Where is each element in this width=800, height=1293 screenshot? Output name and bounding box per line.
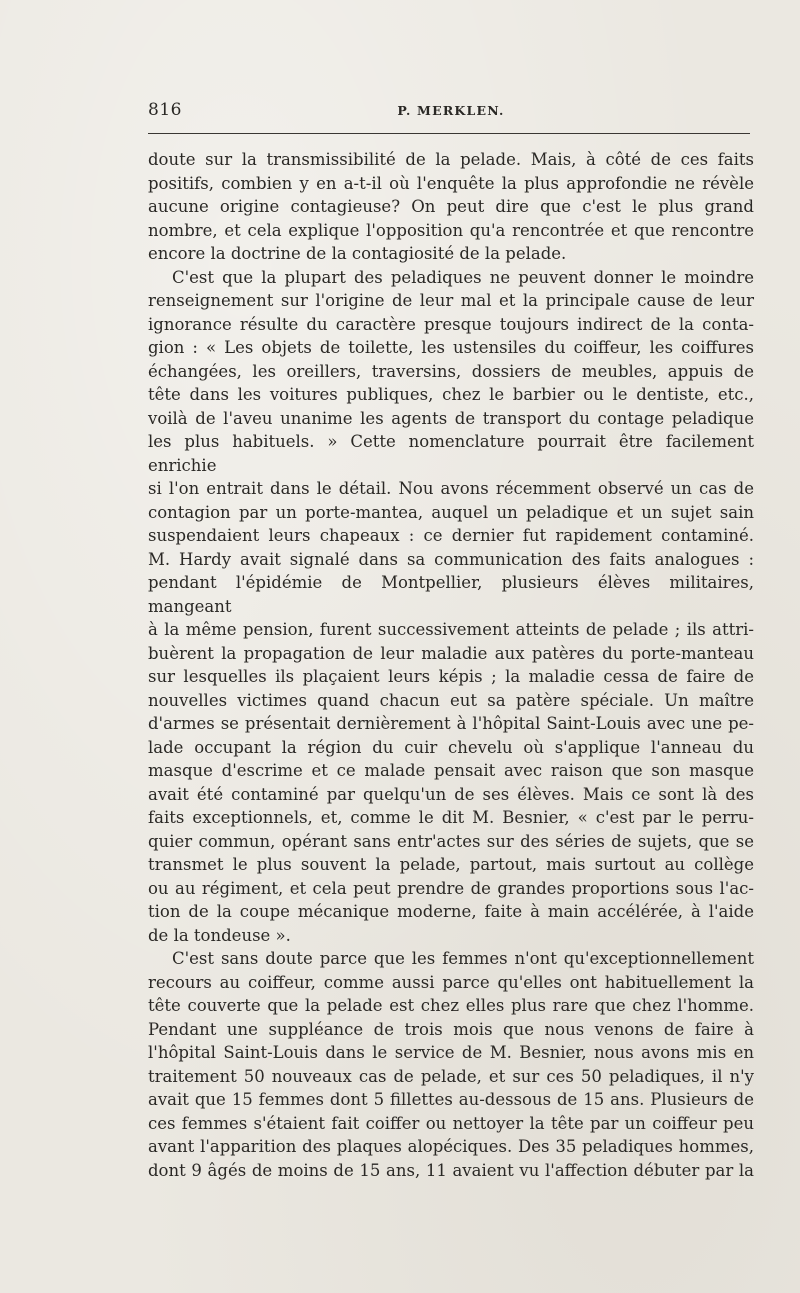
text-line: gion : « Les objets de toilette, les ustensiles du coiffeur, les coiffures (148, 338, 754, 357)
text-line: lade occupant la région du cuir chevelu où s'applique l'anneau du (148, 737, 754, 757)
text-line: d'armes se présentait dernièrement à l'hôpital Saint-Louis avec une pe- (148, 714, 754, 733)
text-line: l'hôpital Saint-Louis dans le service de M. Besnier, nous avons mis en (148, 1043, 754, 1062)
text-line: échangées, les oreillers, traversins, dossiers de meubles, appuis de (148, 361, 754, 381)
text-line: recours au coiffeur, comme aussi parce qu'elles ont habituellement la (148, 972, 754, 992)
running-title: P. MERKLEN. (397, 103, 505, 118)
text-line: tion de la coupe mécanique moderne, faite à main accélérée, à l'aide (148, 902, 754, 921)
text-line: de la tondeuse ». (148, 925, 291, 945)
text-line: tête dans les voitures publiques, chez le barbier ou le dentiste, etc., (148, 385, 754, 404)
text-line: contagion par un porte-mantea, auquel un peladique et un sujet sain (148, 502, 754, 522)
text-line: tête couverte que la pelade est chez elles plus rare que chez l'homme. (148, 996, 754, 1015)
text-line: transmet le plus souvent la pelade, partout, mais surtout au collège (148, 855, 754, 874)
text-line: doute sur la transmissibilité de la pelade. Mais, à côté de ces faits (148, 150, 754, 169)
text-line: avait été contaminé par quelqu'un de ses élèves. Mais ce sont là des (148, 784, 754, 804)
text-line: les plus habituels. » Cette nomenclature pourrait être facilement enrichie (148, 432, 754, 475)
text-line: ou au régiment, et cela peut prendre de grandes proportions sous l'ac- (148, 878, 754, 898)
text-line: avant l'apparition des plaques alopéciques. Des 35 peladiques hommes, (148, 1137, 754, 1156)
text-line: quier commun, opérant sans entr'actes sur des séries de sujets, que se (148, 831, 754, 851)
text-line: si l'on entrait dans le détail. Nou avons récemment observé un cas de (148, 479, 754, 498)
text-line: ces femmes s'étaient fait coiffer ou nettoyer la tête par un coiffeur peu (148, 1113, 754, 1133)
text-line: pendant l'épidémie de Montpellier, plusieurs élèves militaires, mangeant (148, 573, 754, 616)
text-line: renseignement sur l'origine de leur mal et la principale cause de leur (148, 291, 754, 310)
text-line: avait que 15 femmes dont 5 fillettes au-dessous de 15 ans. Plusieurs de (148, 1090, 754, 1109)
page-number: 816 (148, 100, 182, 120)
text-line: nombre, et cela explique l'opposition qu'a rencontrée et que rencontre (148, 220, 754, 240)
text-line: buèrent la propagation de leur maladie aux patères du porte-manteau (148, 643, 754, 663)
text-line: encore la doctrine de la contagiosité de la pelade. (148, 244, 567, 263)
body-text (148, 148, 754, 1182)
text-line: sur lesquelles ils plaçaient leurs képis ; la maladie cessa de faire de (148, 667, 754, 686)
running-head (148, 100, 754, 126)
text-line: traitement 50 nouveaux cas de pelade, et sur ces 50 peladiques, il n'y (148, 1066, 754, 1086)
text-line: ignorance résulte du caractère presque toujours indirect de la conta- (148, 314, 754, 334)
text-line: dont 9 âgés de moins de 15 ans, 11 avaient vu l'affection débuter par la (148, 1160, 754, 1180)
text-line: masque d'escrime et ce malade pensait avec raison que son masque (148, 761, 754, 780)
text-line: C'est sans doute parce que les femmes n'ont qu'exceptionnellement (172, 949, 754, 968)
text-line: voilà de l'aveu unanime les agents de transport du contage peladique (148, 408, 754, 428)
text-line: suspendaient leurs chapeaux : ce dernier fut rapidement contaminé. (148, 526, 754, 545)
text-line: M. Hardy avait signalé dans sa communication des faits analogues : (148, 549, 754, 569)
header-rule (148, 133, 750, 134)
text-line: positifs, combien y en a-t-il où l'enquête la plus approfondie ne révèle (148, 173, 754, 193)
text-line: aucune origine contagieuse? On peut dire que c'est le plus grand (148, 197, 754, 216)
text-line: faits exceptionnels, et, comme le dit M. Besnier, « c'est par le perru- (148, 808, 754, 827)
text-line: C'est que la plupart des peladiques ne peuvent donner le moindre (172, 267, 754, 287)
text-line: à la même pension, furent successivement atteints de pelade ; ils attri- (148, 620, 754, 639)
text-line: Pendant une suppléance de trois mois que nous venons de faire à (148, 1019, 754, 1039)
text-line: nouvelles victimes quand chacun eut sa patère spéciale. Un maître (148, 690, 754, 710)
